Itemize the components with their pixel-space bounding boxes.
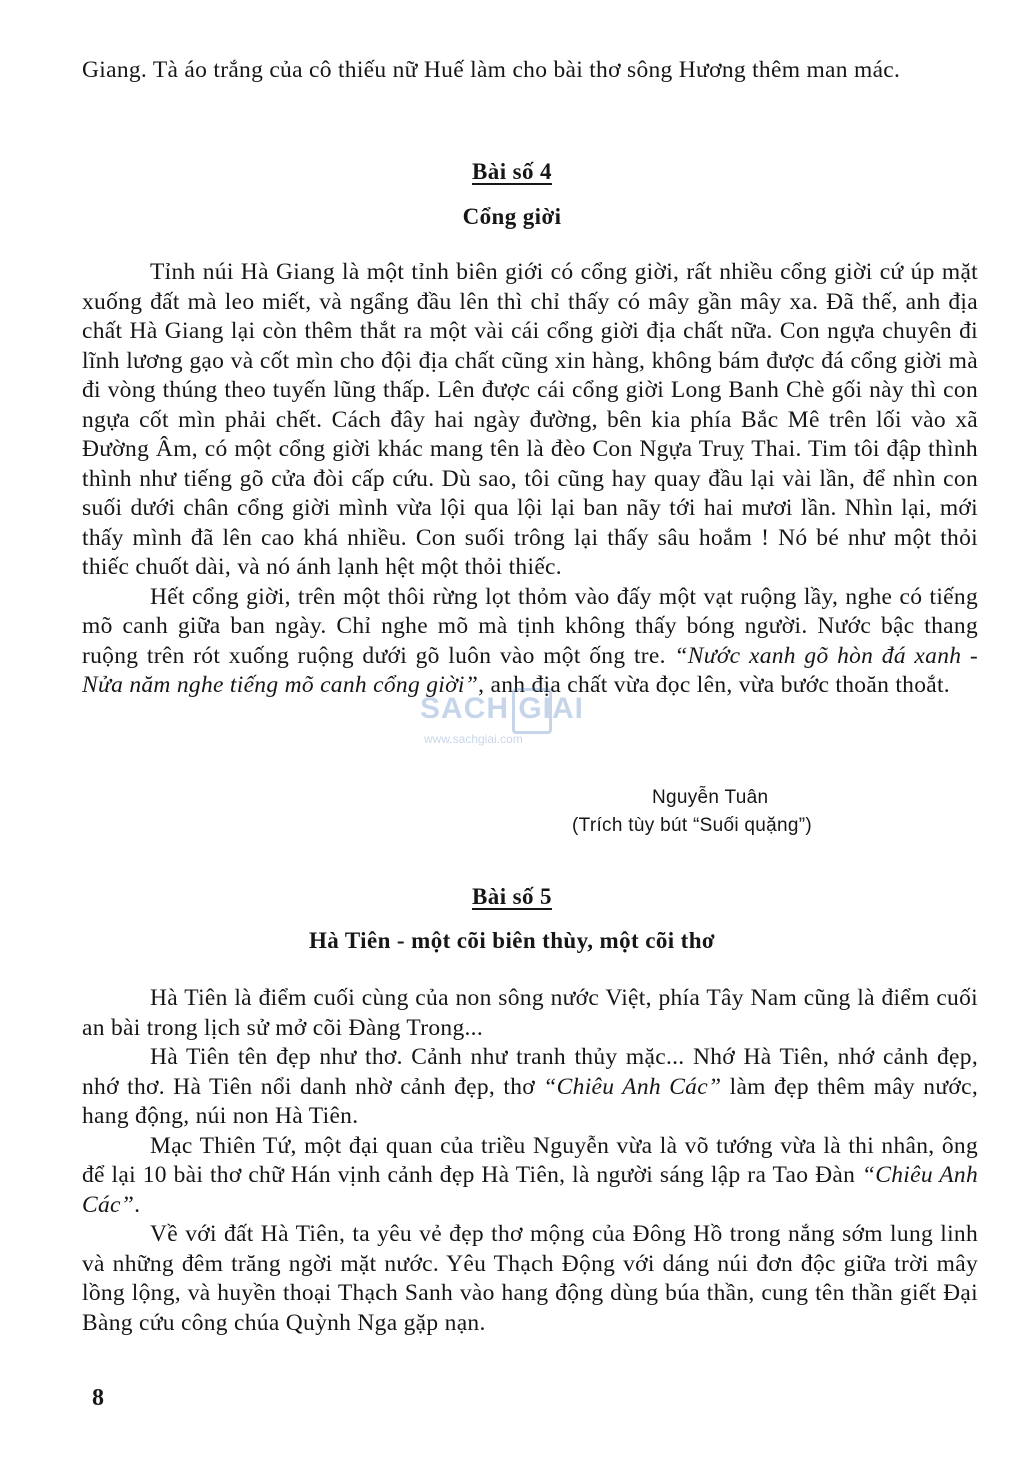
section4-paragraph-2: Hết cổng giời, trên một thôi rừng lọt thỏm vào đấy một vạt ruộng lầy, nghe có tiếng mõ canh giữa ban ngày. Chỉ nghe mõ mà tịnh không thấy bóng người. Nước bậc thang ruộng trên rót xuống ruộng dưới gõ luôn vào một ống tre. “Nước xanh gõ hòn đá xanh - Nửa năm nghe tiếng mõ canh cổng giời”, anh địa chất vừa đọc lên, vừa bước thoăn thoắt. [82,583,978,698]
section5-paragraph-2: Hà Tiên tên đẹp như thơ. Cảnh như tranh thủy mặc... Nhớ Hà Tiên, nhớ cảnh đẹp, nhớ thơ. Hà Tiên nổi danh nhờ cảnh đẹp, thơ “Chiêu Anh Các” làm đẹp thêm mây nước, hang động, núi non Hà Tiên. [82,1044,978,1129]
section4-number: Bài số 4 [472,159,552,184]
page-number: 8 [92,1385,104,1411]
author-name: Nguyễn Tuân [652,787,769,808]
source-citation: (Trích tùy bút “Suối quặng”) [572,815,813,836]
poem-quote: “Nước xanh gõ hòn đá xanh - Nửa năm nghe tiếng mõ canh cổng giời” [82,642,978,698]
section4-body [82,258,978,701]
intro-paragraph: Giang. Tà áo trắng của cô thiếu nữ Huế làm cho bài thơ sông Hương thêm man mác. [82,57,901,83]
section5-number: Bài số 5 [472,884,552,909]
watermark-brand: SACH GIAI [420,692,585,725]
section5-body [82,984,978,1338]
section5-paragraph-3: Mạc Thiên Tứ, một đại quan của triều Nguyễn vừa là võ tướng vừa là thi nhân, ông để lại 10 bài thơ chữ Hán vịnh cảnh đẹp Hà Tiên, là người sáng lập ra Tao Đàn “Chiêu Anh Các”. [82,1132,978,1218]
section5-title: Hà Tiên - một cõi biên thùy, một cõi thơ [308,928,716,953]
intro-block [82,56,978,86]
section5-paragraph-1: Hà Tiên là điểm cuối cùng của non sông nước Việt, phía Tây Nam cũng là điểm cuối an bài trong lịch sử mở cõi Đàng Trong... [82,985,978,1041]
section5-paragraph-4: Về với đất Hà Tiên, ta yêu vẻ đẹp thơ mộng của Đông Hồ trong nắng sớm lung linh và những đêm trăng ngời mặt nước. Yêu Thạch Động với dáng núi đơn độc giữa trời mây lồng lộng, và huyền thoại Thạch Sanh vào hang động dùng búa thần, cung tên thần giết Đại Bàng cứu công chúa Quỳnh Nga gặp nạn. [82,1221,978,1336]
section4-paragraph-1: Tỉnh núi Hà Giang là một tỉnh biên giới có cổng giời, rất nhiều cổng giời cứ úp mặt xuống đất mà leo miết, và ngẩng đầu lên thì chỉ thấy có mây gần mây xa. Đã thế, anh địa chất Hà Giang lại còn thêm thắt ra một vài cái cổng giời địa chất nữa. Con ngựa chuyên đi lĩnh lương gạo và cốt mìn cho đội địa chất cũng xin hàng, không bám được đá cổng giời mà đi vòng thúng theo tuyến lũng thấp. Lên được cái cổng giời Long Banh Chè gối này thì con ngựa cốt mìn phải chết. Cách đây hai ngày đường, bên kia phía Bắc Mê trên lối vào xã Đường Âm, có một cổng giời khác mang tên là đèo Con Ngựa Truỵ Thai. Tim tôi đập thình thình như tiếng gõ cửa đòi cấp cứu. Dù sao, tôi cũng hay quay đầu lại vài lần, để nhìn con suối dưới chân cổng giời mình vừa lội qua lội lại ban nãy tới hai mươi lần. Nhìn lại, mới thấy mình đã lên cao khá nhiều. Con suối trông lại thấy sâu hoắm ! Nó bé như một thỏi thiếc chuốt dài, và nó ánh lạnh hệt một thỏi thiếc. [82,259,978,580]
section4-title: Cổng giời [462,204,562,229]
watermark-url: www.sachgiai.com [424,732,523,746]
